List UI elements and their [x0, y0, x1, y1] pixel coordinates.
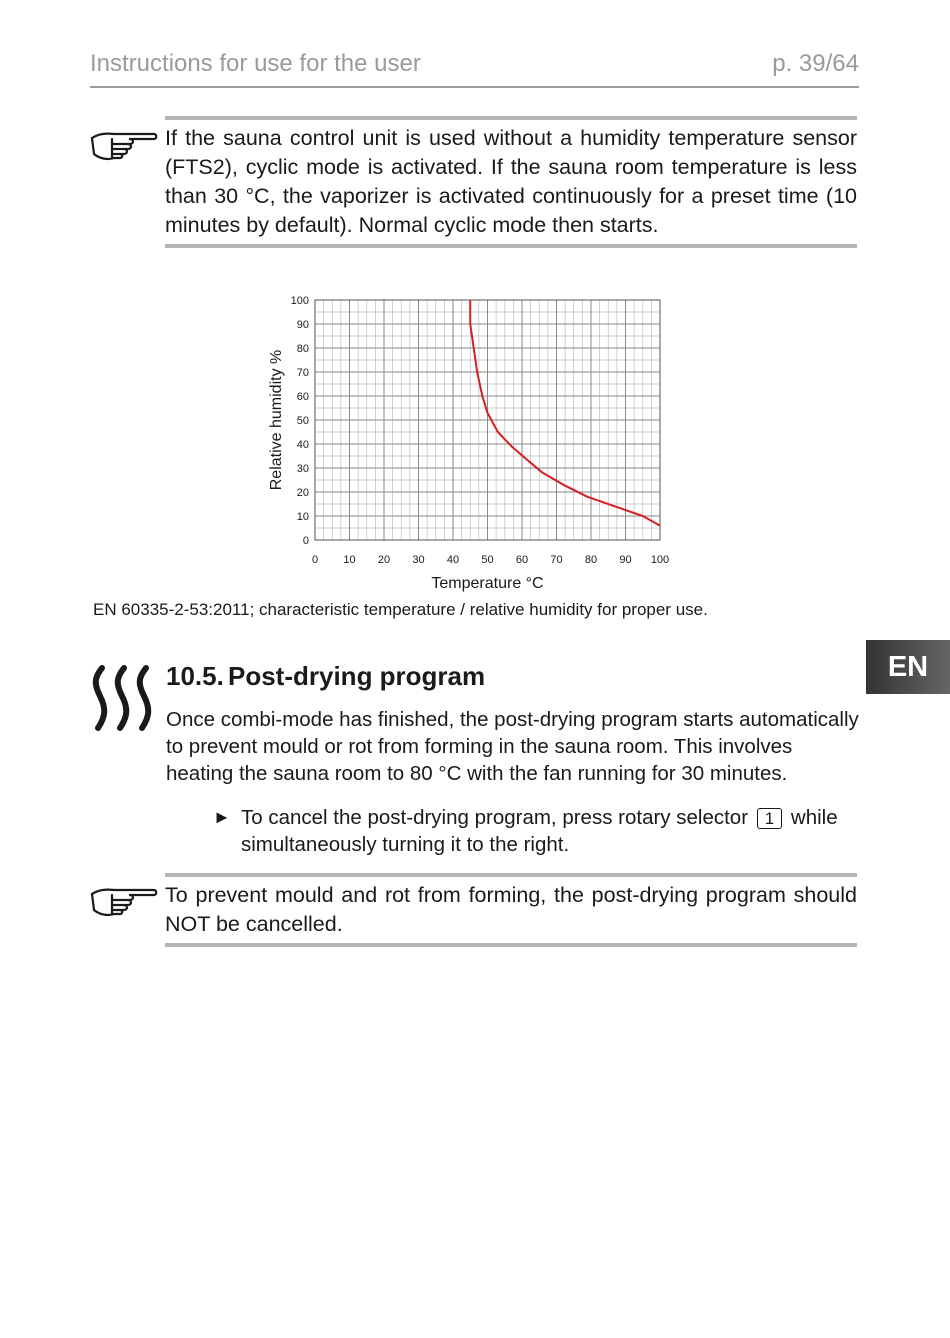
- x-tick-label: 70: [550, 554, 563, 566]
- rotary-selector-key: 1: [757, 808, 782, 829]
- x-tick-label: 90: [619, 554, 632, 566]
- note-text: To prevent mould and rot from forming, the post-drying program should NOT be cancelled.: [165, 883, 857, 936]
- note-bottom-rule: [165, 244, 857, 248]
- chart-svg: [255, 290, 685, 595]
- instruction-text-after: while simultaneously turning it to the right.: [241, 806, 838, 856]
- section-body: Once combi-mode has finished, the post-drying program starts automatically to prevent mould or rot from forming in the sauna room. This involves heating the sauna room to 80 °C with the fan running for 30 minutes.: [166, 708, 859, 785]
- note-cyclic-mode: [165, 116, 857, 248]
- instruction-text-before: To cancel the post-drying program, press rotary selector: [241, 806, 749, 829]
- language-tab: [866, 640, 950, 694]
- y-tick-label: 30: [296, 463, 309, 475]
- y-axis-label: Relative humidity %: [268, 349, 285, 491]
- pointing-hand-icon: [90, 884, 160, 918]
- x-tick-label: 100: [650, 554, 670, 566]
- note-text: If the sauna control unit is used without a humidity temperature sensor (FTS2), cyclic mode is activated. If the sauna room temperature is less than 30 °C, the vaporizer is activated continuously for a preset time (10 minutes by default). Normal cyclic mode then starts.: [165, 126, 857, 237]
- section-title: Post-drying program: [228, 661, 486, 691]
- section-number: 10.5.: [166, 661, 224, 691]
- x-tick-label: 60: [515, 554, 529, 566]
- x-tick-label: 50: [481, 554, 494, 566]
- heat-waves-icon: [88, 662, 156, 734]
- instruction-step: [213, 804, 860, 858]
- y-tick-label: 0: [302, 535, 309, 547]
- y-tick-label: 60: [296, 391, 309, 403]
- x-tick-label: 30: [412, 554, 425, 566]
- y-tick-label: 20: [296, 487, 309, 499]
- y-tick-label: 50: [296, 415, 309, 427]
- humidity-temperature-chart: [255, 290, 685, 595]
- page-header: [90, 48, 859, 88]
- x-tick-label: 20: [377, 554, 391, 566]
- x-axis-label: Temperature °C: [431, 575, 544, 592]
- chart-caption: EN 60335-2-53:2011; characteristic temperature / relative humidity for proper use.: [93, 600, 708, 619]
- note-do-not-cancel: [165, 873, 857, 947]
- y-tick-label: 90: [296, 319, 309, 331]
- note-bottom-rule: [165, 943, 857, 947]
- page-number: p. 39/64: [772, 50, 859, 77]
- y-tick-label: 40: [296, 439, 309, 451]
- x-tick-label: 0: [311, 554, 319, 566]
- pointing-hand-icon: [90, 128, 160, 162]
- y-tick-label: 70: [296, 367, 309, 379]
- y-tick-label: 10: [296, 511, 309, 523]
- x-tick-label: 80: [584, 554, 598, 566]
- x-tick-label: 40: [446, 554, 460, 566]
- section-heading: [166, 661, 485, 692]
- y-tick-label: 80: [296, 343, 309, 355]
- document-title: Instructions for use for the user: [90, 50, 421, 77]
- y-tick-label: 100: [290, 295, 309, 307]
- bullet-arrow-icon: ►: [213, 807, 231, 827]
- language-tab-label: EN: [887, 650, 929, 683]
- x-tick-label: 10: [343, 554, 356, 566]
